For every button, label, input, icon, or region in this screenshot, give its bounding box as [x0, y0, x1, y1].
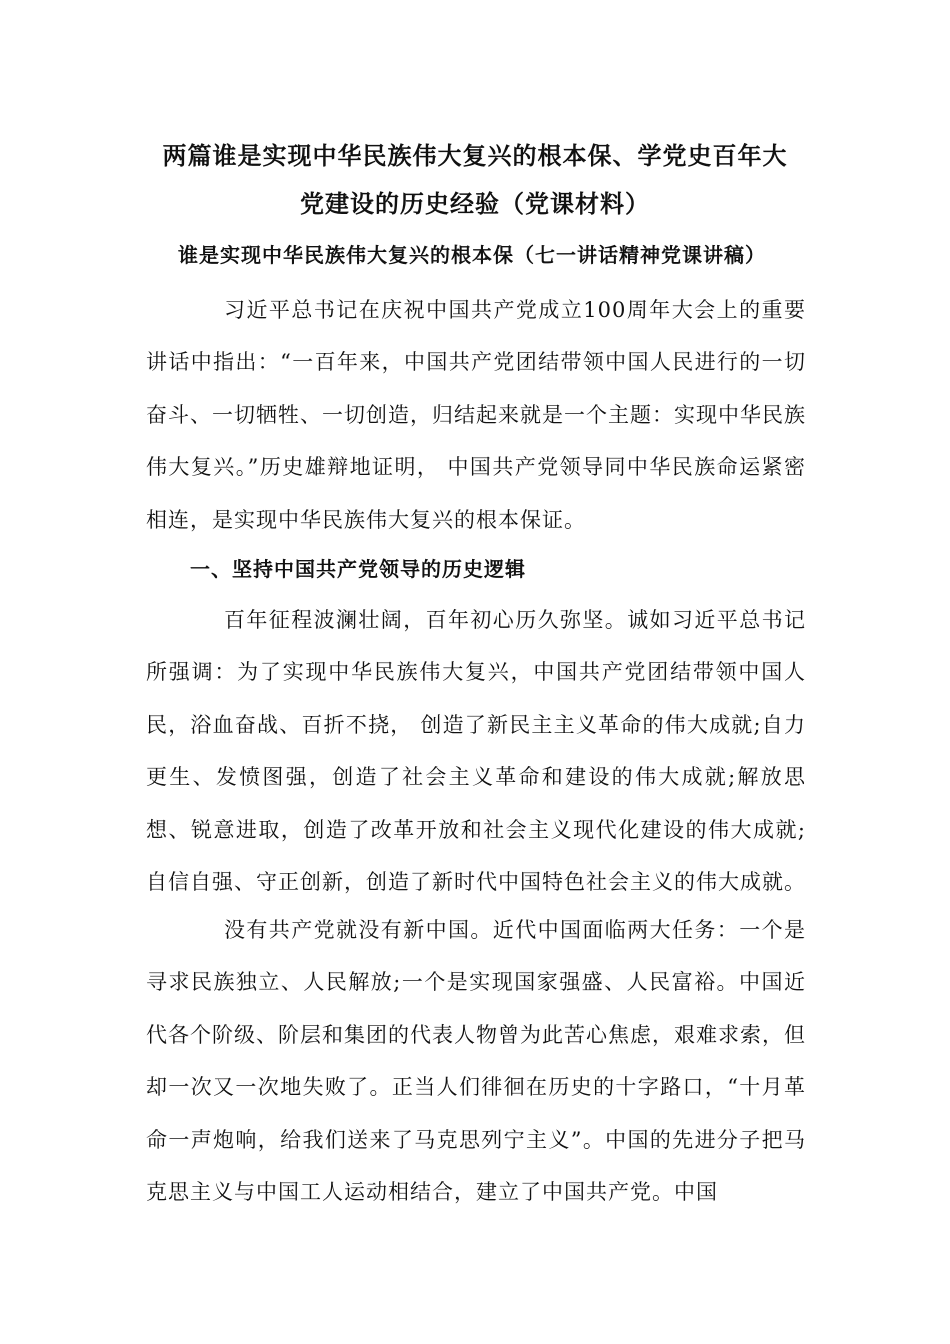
document-subtitle: 谁是实现中华民族伟大复兴的根本保（七一讲话精神党课讲稿）: [178, 243, 766, 267]
document-title-line-2: 党建设的历史经验（党课材料）: [300, 190, 650, 218]
paragraph-history: 没有共产党就没有新中国。近代中国面临两大任务：一个是寻求民族独立、人民解放;一个是实现国家强盛、人民富裕。中国近代各个阶级、阶层和集团的代表人物曾为此苦心焦虑，艰难求索，但却一次又一次地失败了。正当人们徘徊在历史的十字路口，“十月革命一声炮响，给我们送来了马克思列宁主义”。中国的先进分子把马克思主义与中国工人运动相结合，建立了中国共产党。中国: [146, 918, 806, 1205]
document-title-line-1: 两篇谁是实现中华民族伟大复兴的根本保、学党史百年大: [162, 142, 788, 170]
section-heading: 一、坚持中国共产党领导的历史逻辑: [190, 557, 526, 581]
paragraph-achievements: 百年征程波澜壮阔，百年初心历久弥坚。诚如习近平总书记所强调：为了实现中华民族伟大复兴，中国共产党团结带领中国人民，浴血奋战、百折不挠， 创造了新民主主义革命的伟大成就;自力更生、发愤图强，创造了社会主义革命和建设的伟大成就;解放思想、锐意进取，创造了改革开放和社会主义现代化建设的伟大成就;自信自强、守正创新，创造了新时代中国特色社会主义的伟大成就。: [146, 608, 806, 895]
paragraph-intro: 习近平总书记在庆祝中国共产党成立100周年大会上的重要讲话中指出：“一百年来，中国共产党团结带领中国人民进行的一切奋斗、一切牺牲、一切创造，归结起来就是一个主题：实现中华民族伟大复兴。”历史雄辩地证明， 中国共产党领导同中华民族命运紧密相连，是实现中华民族伟大复兴的根本保证。: [146, 298, 806, 532]
